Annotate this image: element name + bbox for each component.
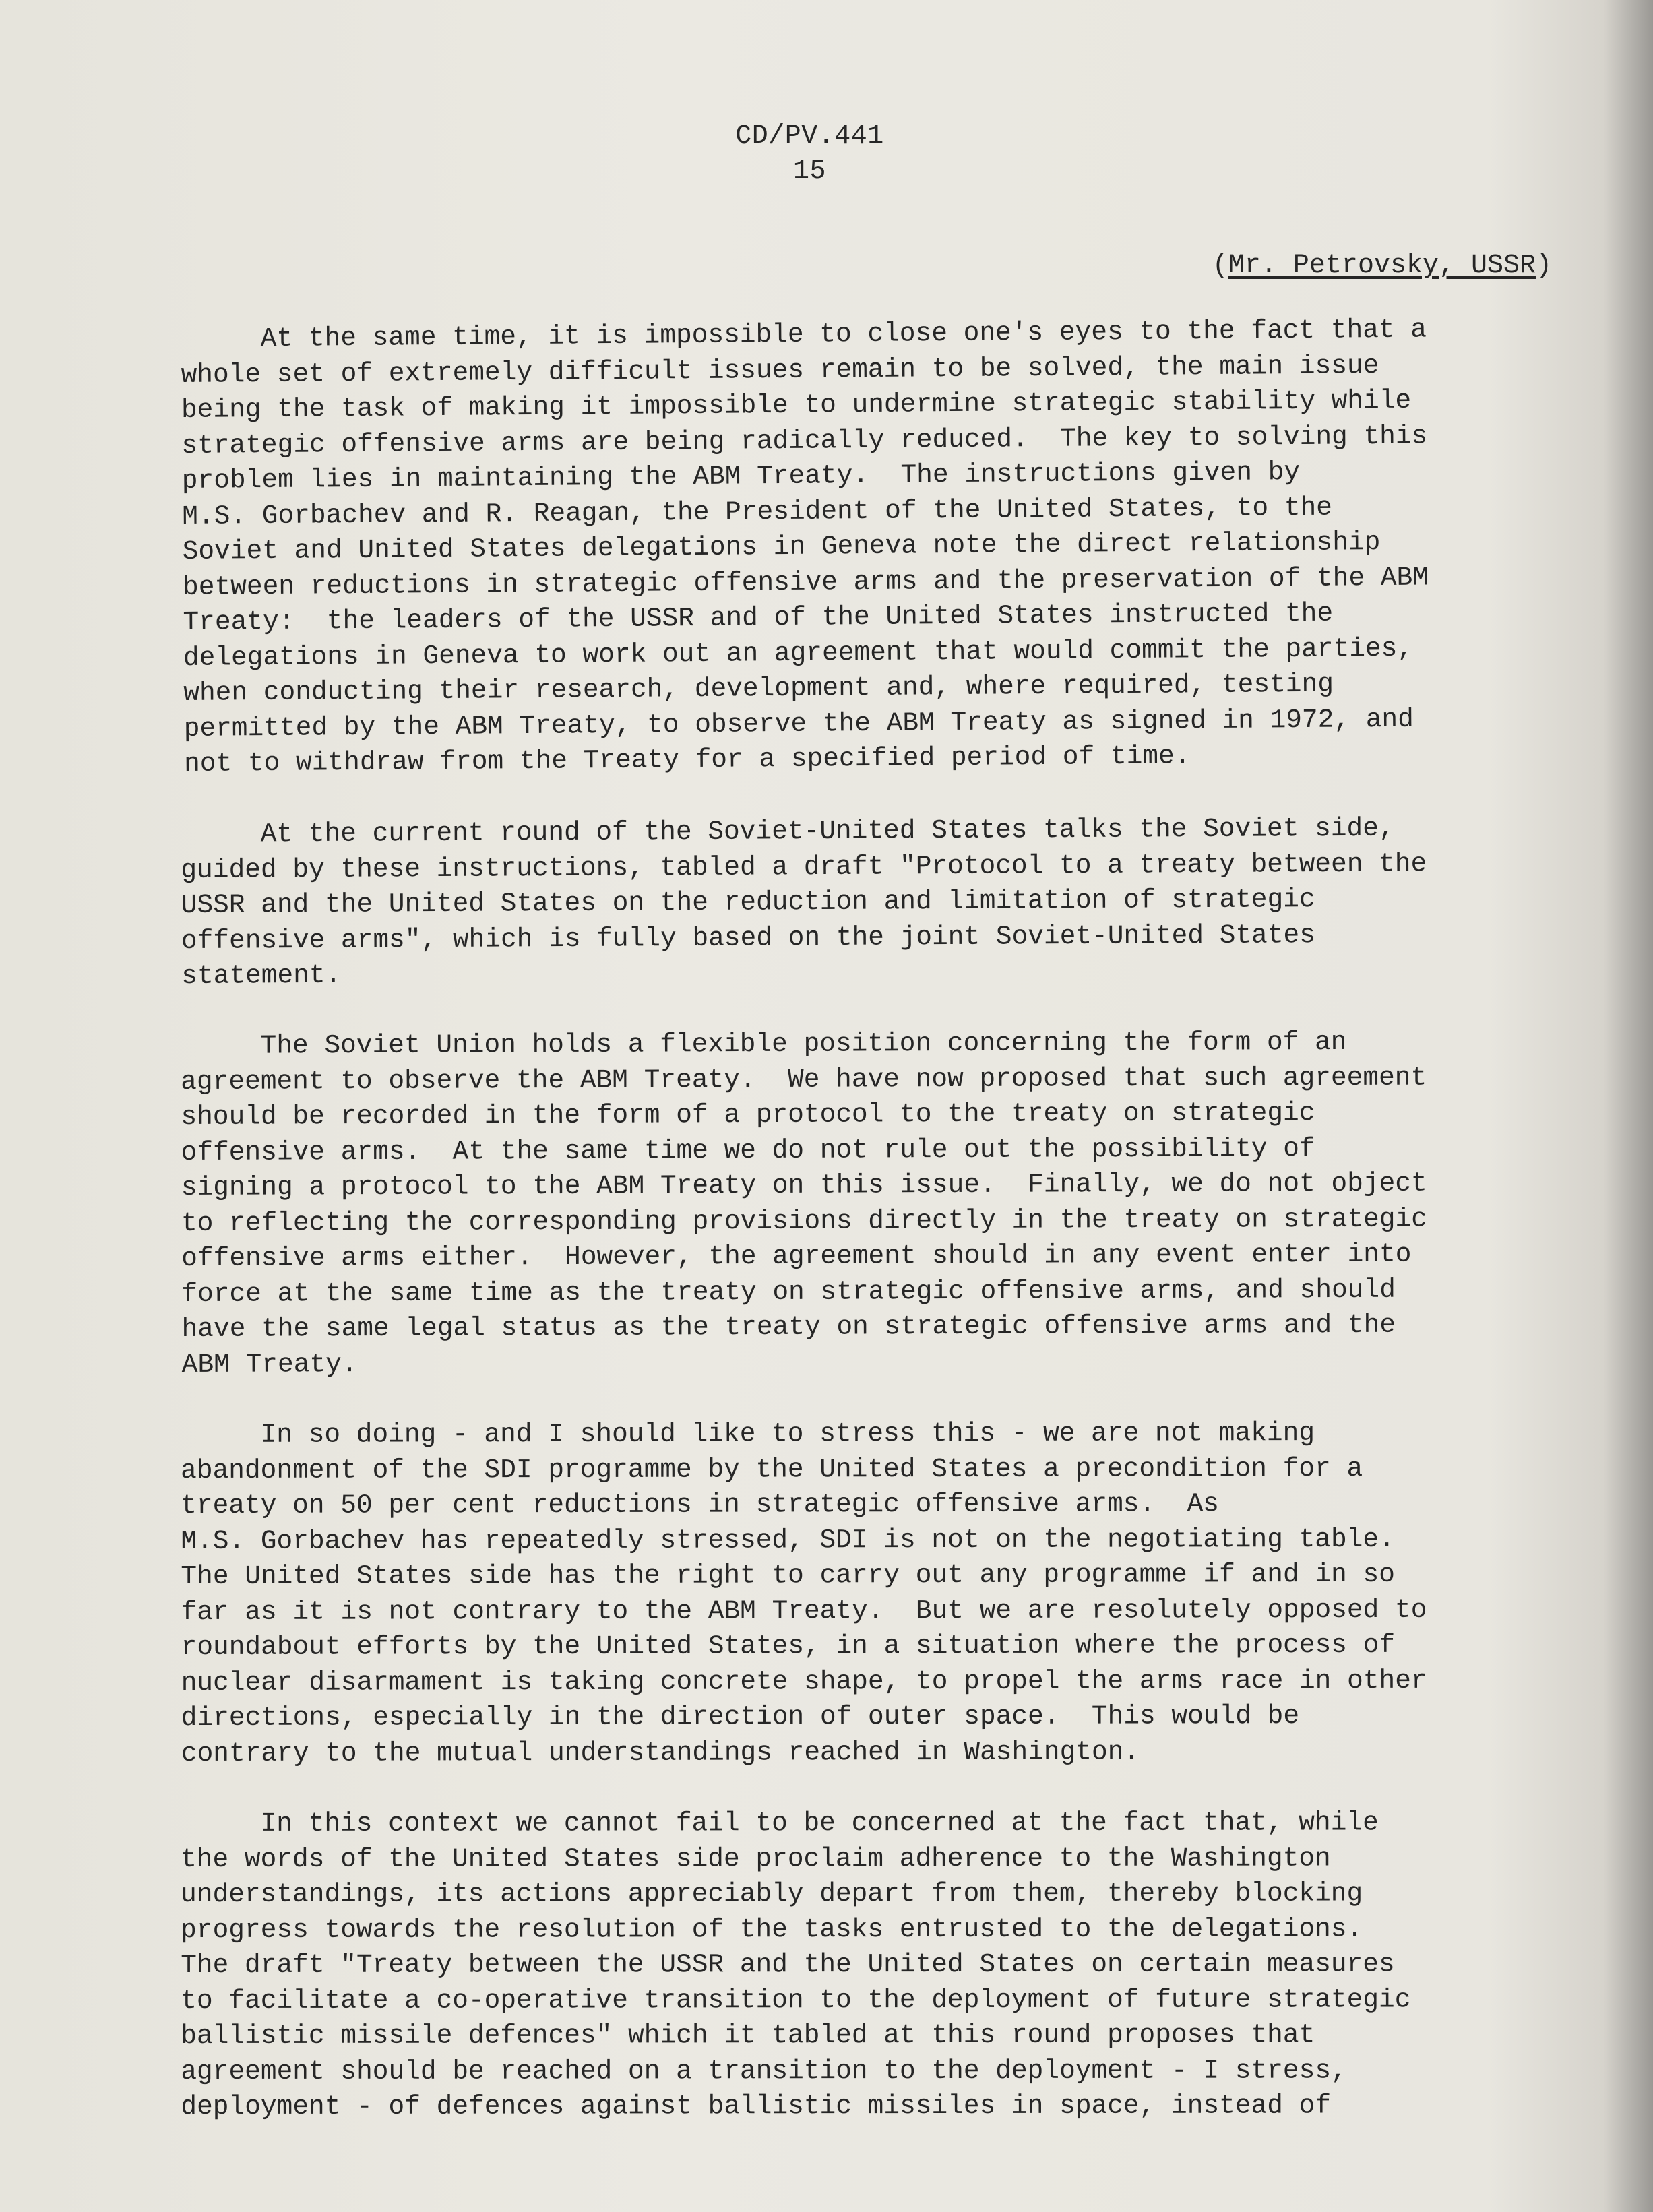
paragraph-flexible-position: The Soviet Union holds a flexible position concerning the form of an agreement to observe the ABM Treaty. We have now proposed that such agreement should be recorded in the form of a protocol to the treaty on strategic offensive arms. At the same time we do not rule out the possibility of signing a protocol to the ABM Treaty on this issue. Finally, we do not object to reflecting the corresponding provisions directly in the treaty on strategic offensive arms either. However, the agreement should in any event enter into force at the same time as the treaty on strategic offensive arms, and should have the same legal status as the treaty on strategic offensive arms and the ABM Treaty.	[181, 1026, 1427, 1380]
paragraph-us-draft-treaty: In this context we cannot fail to be concerned at the fact that, while the words of the United States side proclaim adherence to the Washington understandings, its actions appreciably depart from them, thereby blocking progress towards the resolution of the tasks entrusted to the delegations. The draft "Treaty between the USSR and the United States on certain measures to facilitate a co-operative transition to the deployment of future strategic ballistic missile defences" which it tabled at this round proposes that agreement should be reached on a transition to the deployment - I stress, deployment - of defences against ballistic missiles in space, instead of	[181, 1807, 1411, 2122]
paragraph-abm-treaty-issues: At the same time, it is impossible to close one's eyes to the fact that a whole set of extremely difficult issues remain to be solved, the main issue being the task of making it impossible to undermine strategic stability while strategic offensive arms are being radically reduced. The key to solving this problem lies in maintaining the ABM Treaty. The instructions given by M.S. Gorbachev and R. Reagan, the President of the United States, to the Soviet and United States delegations in Geneva note the direct relationship between reductions in strategic offensive arms and the preservation of the ABM Treaty: the leaders of the USSR and of the United States instructed the delegations in Geneva to work out an agreement that would commit the parties, when conducting their research, development and, where required, testing permitted by the ABM Treaty, to observe the ABM Treaty as signed in 1972, and not to withdraw from the Treaty for a specified period of time.	[181, 314, 1429, 779]
speaker-name: Mr. Petrovsky, USSR	[1228, 251, 1536, 281]
speaker-attribution	[1212, 251, 1552, 281]
speaker-open-paren: (	[1212, 251, 1228, 281]
paragraph-sdi-precondition: In so doing - and I should like to stress this - we are not making abandonment of the SDI programme by the United States a precondition for a treaty on 50 per cent reductions in strategic offensive arms. As M.S. Gorbachev has repeatedly stressed, SDI is not on the negotiating table. The United States side has the right to carry out any programme if and in so far as it is not contrary to the ABM Treaty. But we are resolutely opposed to roundabout efforts by the United States, in a situation where the process of nuclear disarmament is taking concrete shape, to propel the arms race in other directions, especially in the direction of outer space. This would be contrary to the mutual understandings reached in Washington.	[181, 1418, 1427, 1769]
paragraph-soviet-draft-protocol: At the current round of the Soviet-United States talks the Soviet side, guided by these instructions, tabled a draft "Protocol to a treaty between the USSR and the United States on the reduction and limitation of strategic offensive arms", which is fully based on the joint Soviet-United States statement.	[181, 813, 1427, 991]
speaker-close-paren: )	[1535, 251, 1552, 281]
document-body	[181, 314, 1577, 2160]
page-number: 15	[792, 156, 826, 187]
document-code: CD/PV.441	[735, 121, 884, 152]
